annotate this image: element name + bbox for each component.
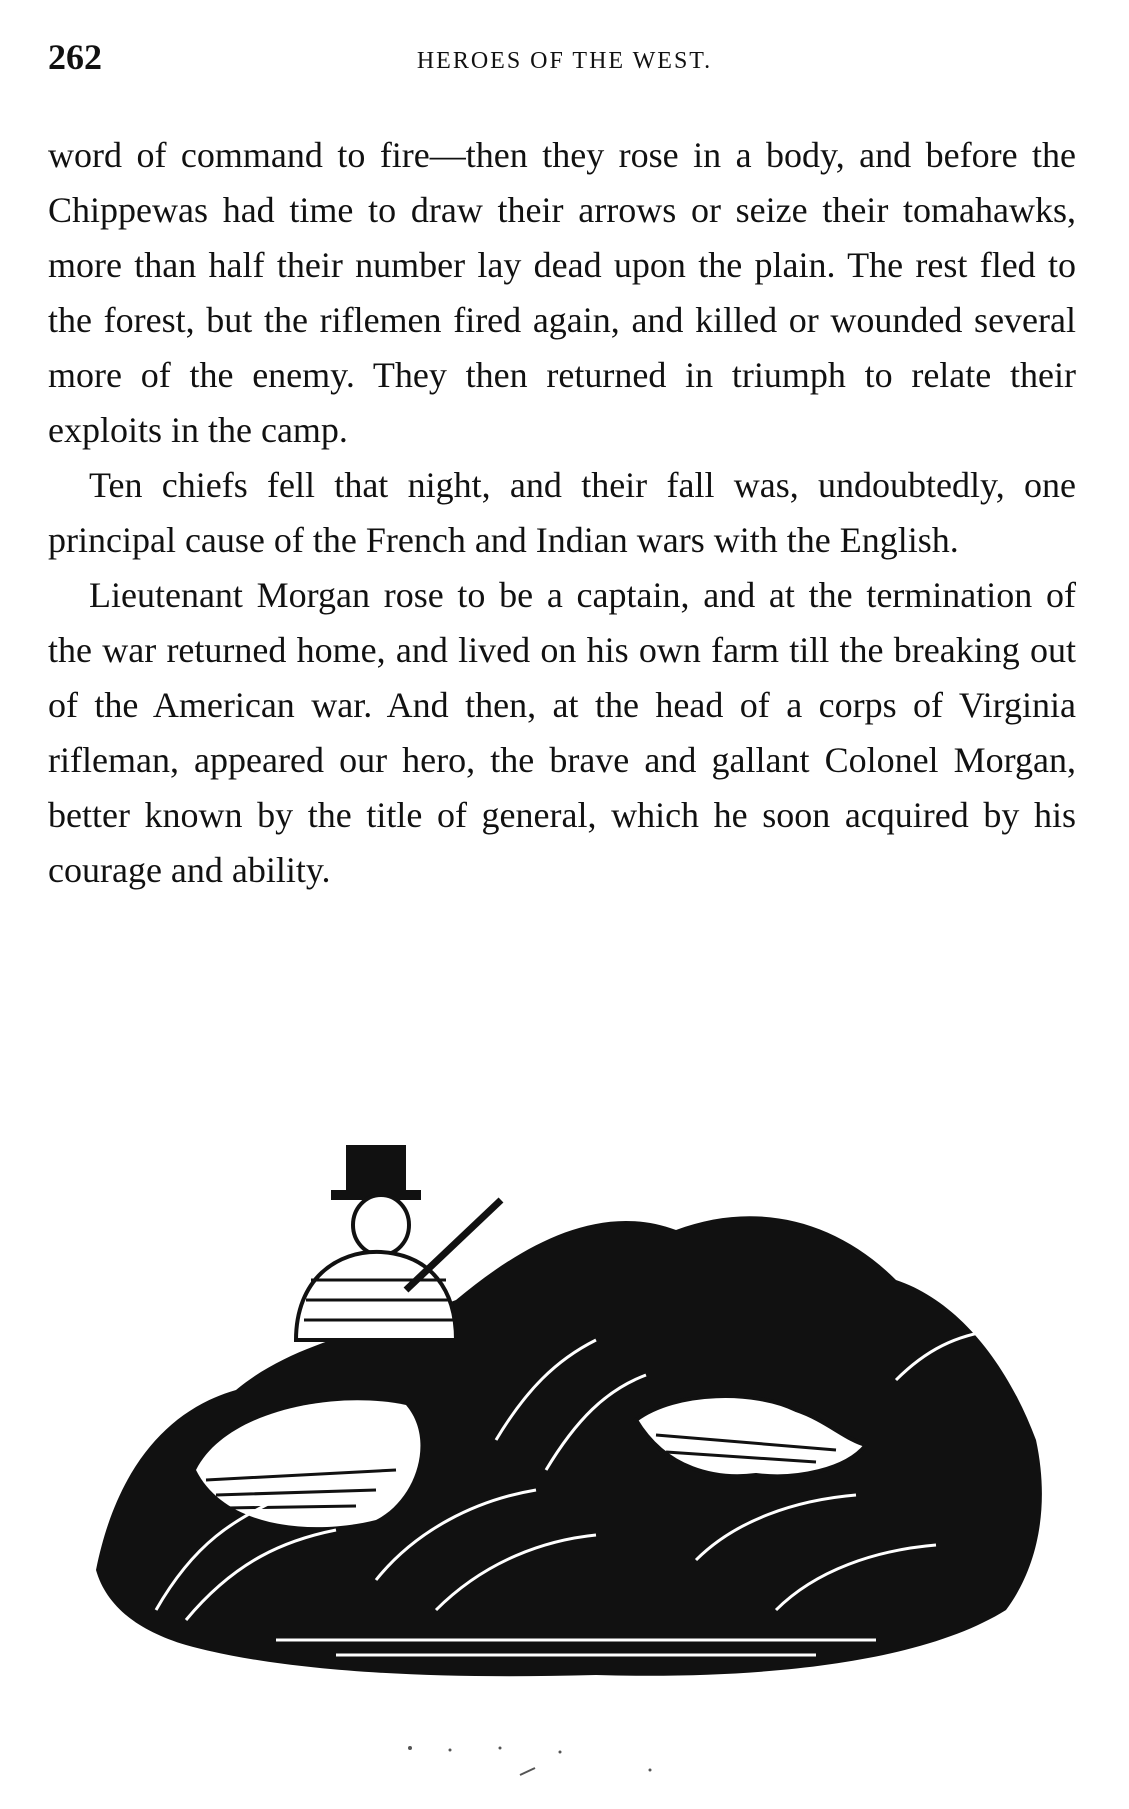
paragraph: Lieutenant Morgan rose to be a captain, and at the termination of the war returned home, and lived on his own farm till the breaking out of the American war. And then, at the head of a corps of Virginia rifleman, appeared our hero, the brave and gallant Colonel Morgan, better known by the title of general, which he soon acquired by his courage and ability. — [48, 575, 1076, 890]
hunter-figure — [296, 1145, 456, 1340]
page-specks — [0, 1730, 1129, 1780]
paragraph: word of command to fire—then they rose in a body, and before the Chippewas had time to draw their arrows or seize their tomahawks, more than half their number lay dead upon the plain. The rest fled to the forest, but the riflemen fired again, and killed or wounded several more of the enemy. They then returned in triumph to relate their exploits in the camp. — [48, 135, 1076, 450]
body-text — [48, 128, 1076, 898]
page-number: 262 — [48, 37, 102, 77]
paragraph: Ten chiefs fell that night, and their fall was, undoubtedly, one principal cause of the French and Indian wars with the English. — [48, 465, 1076, 560]
running-head: HEROES OF THE WEST. — [416, 48, 713, 74]
woodcut-illustration — [76, 1140, 1056, 1680]
